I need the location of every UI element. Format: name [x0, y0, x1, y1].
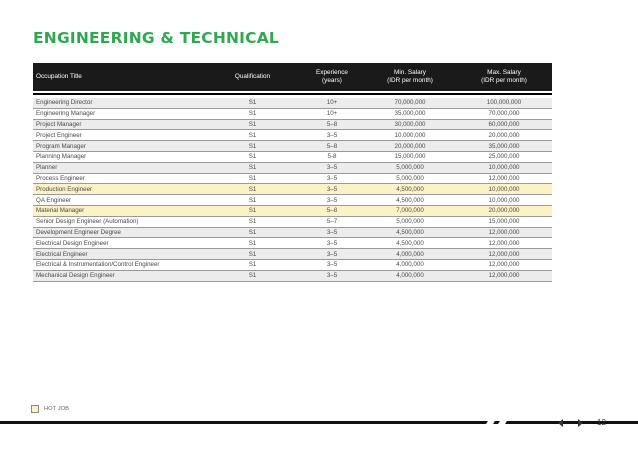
cell-experience: 5–8 [326, 207, 338, 215]
cell-experience: 5–8 [326, 120, 338, 128]
next-page-icon[interactable] [578, 419, 583, 427]
table-row [33, 217, 552, 228]
table-header [33, 63, 552, 91]
cell-qualification: S1 [248, 120, 257, 128]
table-row [33, 195, 552, 206]
cell-experience: 3–5 [326, 174, 338, 182]
cell-min-salary: 4,500,000 [396, 185, 424, 193]
cell-occupation: Project Manager [36, 120, 82, 128]
cell-min-salary: 7,000,000 [396, 207, 424, 215]
cell-max-salary: 15,000,000 [488, 218, 520, 226]
cell-qualification: S1 [248, 185, 257, 193]
table-row [33, 98, 552, 109]
table-row [33, 120, 552, 131]
cell-occupation: Planning Manager [36, 153, 87, 161]
header-min-salary-line2: (IDR per month) [387, 77, 433, 84]
header-min-salary-line1: Min. Salary [394, 69, 426, 76]
cell-min-salary: 35,000,000 [394, 110, 426, 118]
cell-qualification: S1 [248, 239, 257, 247]
cell-experience: 5–7 [326, 218, 338, 226]
cell-occupation: Mechanical Design Engineer [36, 272, 115, 280]
table-row [33, 260, 552, 271]
cell-qualification: S1 [248, 153, 257, 161]
hot-job-swatch [31, 405, 39, 413]
cell-qualification: S1 [248, 131, 257, 139]
cell-max-salary: 20,000,000 [488, 131, 520, 139]
cell-experience: 3–5 [326, 272, 338, 280]
cell-occupation: Senior Design Engineer (Automation) [36, 218, 139, 226]
salary-table [33, 63, 552, 282]
table-body [33, 98, 552, 282]
footer-rule [0, 421, 638, 424]
table-row [33, 271, 552, 282]
cell-qualification: S1 [248, 196, 257, 204]
cell-occupation: Development Engineer Degree [36, 228, 121, 236]
cell-max-salary: 12,000,000 [488, 272, 520, 280]
cell-max-salary: 70,000,000 [488, 110, 520, 118]
cell-experience: 3–5 [326, 196, 338, 204]
header-occupation-title: Occupation Title [36, 73, 82, 80]
cell-occupation: Electrical Design Engineer [36, 239, 109, 247]
cell-experience: 10+ [326, 99, 338, 107]
table-row [33, 152, 552, 163]
table-row [33, 228, 552, 239]
cell-max-salary: 12,000,000 [488, 250, 520, 258]
cell-qualification: S1 [248, 207, 257, 215]
cell-experience: 3–5 [326, 164, 338, 172]
header-divider [33, 93, 552, 95]
cell-max-salary: 10,000,000 [488, 185, 520, 193]
cell-occupation: Engineering Director [36, 99, 93, 107]
legend [31, 405, 69, 413]
cell-occupation: Planner [36, 164, 58, 172]
cell-max-salary: 100,000,000 [486, 99, 522, 107]
table-row [33, 130, 552, 141]
cell-qualification: S1 [248, 110, 257, 118]
table-row [33, 238, 552, 249]
header-experience-line2: (years) [322, 77, 342, 84]
cell-min-salary: 30,000,000 [394, 120, 426, 128]
cell-min-salary: 15,000,000 [394, 153, 426, 161]
cell-experience: 10+ [326, 110, 338, 118]
cell-experience: 5–8 [326, 142, 338, 150]
table-row [33, 163, 552, 174]
cell-qualification: S1 [248, 272, 257, 280]
cell-min-salary: 4,500,000 [396, 239, 424, 247]
cell-max-salary: 12,000,000 [488, 174, 520, 182]
cell-experience: 3–5 [326, 250, 338, 258]
cell-min-salary: 5,000,000 [396, 218, 424, 226]
cell-experience: 3–5 [326, 185, 338, 193]
cell-min-salary: 5,000,000 [396, 174, 424, 182]
table-row [33, 249, 552, 260]
cell-max-salary: 20,000,000 [488, 207, 520, 215]
header-experience-line1: Experience [316, 69, 348, 76]
cell-min-salary: 4,500,000 [396, 196, 424, 204]
cell-occupation: QA Engineer [36, 196, 72, 204]
cell-min-salary: 4,000,000 [396, 261, 424, 269]
cell-qualification: S1 [248, 228, 257, 236]
cell-experience: 3–5 [326, 131, 338, 139]
cell-qualification: S1 [248, 250, 257, 258]
prev-page-icon[interactable] [558, 419, 563, 427]
cell-max-salary: 12,000,000 [488, 239, 520, 247]
cell-min-salary: 4,500,000 [396, 228, 424, 236]
cell-qualification: S1 [248, 261, 257, 269]
cell-occupation: Material Manager [36, 207, 85, 215]
cell-max-salary: 35,000,000 [488, 142, 520, 150]
table-row [33, 141, 552, 152]
cell-occupation: Production Engineer [36, 185, 93, 193]
header-max-salary [456, 69, 552, 85]
cell-min-salary: 20,000,000 [394, 142, 426, 150]
header-qualification: Qualification [234, 73, 271, 80]
header-experience [300, 69, 364, 85]
cell-experience: 5-8 [327, 153, 337, 161]
cell-occupation: Engineering Manager [36, 110, 96, 118]
cell-max-salary: 12,000,000 [488, 228, 520, 236]
cell-min-salary: 10,000,000 [394, 131, 426, 139]
table-row [33, 184, 552, 195]
cell-experience: 3–5 [326, 261, 338, 269]
cell-experience: 3–5 [326, 228, 338, 236]
cell-max-salary: 10,000,000 [488, 196, 520, 204]
cell-max-salary: 25,000,000 [488, 153, 520, 161]
table-row [33, 109, 552, 120]
cell-qualification: S1 [248, 218, 257, 226]
cell-qualification: S1 [248, 142, 257, 150]
cell-qualification: S1 [248, 164, 257, 172]
cell-occupation: Project Engineer [36, 131, 82, 139]
cell-occupation: Electrical Engineer [36, 250, 88, 258]
page-title: ENGINEERING & TECHNICAL [33, 29, 280, 47]
header-max-salary-line2: (IDR per month) [481, 77, 527, 84]
page-number: 12 [597, 418, 606, 427]
cell-experience: 3–5 [326, 239, 338, 247]
cell-qualification: S1 [248, 99, 257, 107]
table-row [33, 174, 552, 185]
header-max-salary-line1: Max. Salary [487, 69, 521, 76]
cell-min-salary: 4,000,000 [396, 272, 424, 280]
table-row [33, 206, 552, 217]
cell-min-salary: 70,000,000 [394, 99, 426, 107]
cell-occupation: Process Engineer [36, 174, 85, 182]
cell-min-salary: 5,000,000 [396, 164, 424, 172]
cell-occupation: Program Manager [36, 142, 86, 150]
cell-max-salary: 12,000,000 [488, 261, 520, 269]
cell-qualification: S1 [248, 174, 257, 182]
cell-max-salary: 10,000,000 [488, 164, 520, 172]
legend-label: HOT JOB [44, 406, 70, 412]
header-min-salary [364, 69, 456, 85]
cell-min-salary: 4,000,000 [396, 250, 424, 258]
cell-occupation: Electrical & Instrumentation/Control Engineer [36, 261, 160, 269]
cell-max-salary: 60,000,000 [488, 120, 520, 128]
